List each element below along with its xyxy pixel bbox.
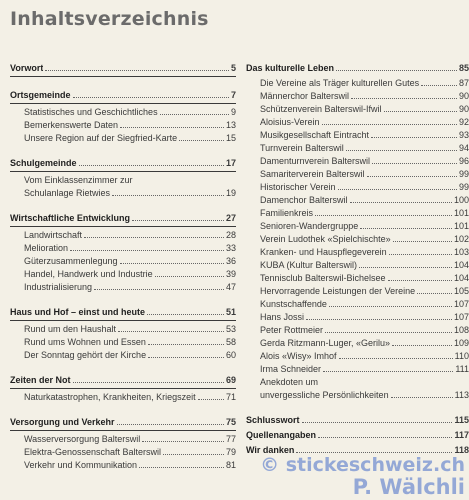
toc-entry-label: Hans Jossi bbox=[260, 312, 305, 322]
dot-leader bbox=[384, 104, 457, 112]
dot-leader bbox=[117, 417, 224, 425]
dot-leader bbox=[179, 133, 224, 141]
dot-leader bbox=[160, 107, 229, 115]
toc-entry-label: Quellenangaben bbox=[246, 430, 317, 440]
page-number: 75 bbox=[225, 417, 236, 427]
toc-entry-label: Männerchor Balterswil bbox=[260, 91, 350, 101]
page-number: 7 bbox=[230, 90, 236, 100]
toc-entry-label: Anekdoten um bbox=[260, 377, 319, 387]
dot-leader bbox=[360, 221, 452, 229]
dot-leader bbox=[391, 390, 453, 398]
section-heading bbox=[10, 212, 236, 227]
dot-leader bbox=[302, 415, 453, 423]
toc-section bbox=[10, 212, 236, 294]
dot-leader bbox=[346, 143, 457, 151]
dot-leader bbox=[351, 91, 457, 99]
toc-entry bbox=[246, 324, 469, 337]
dot-leader bbox=[45, 63, 229, 71]
toc-entry bbox=[246, 142, 469, 155]
toc-entry bbox=[246, 181, 469, 194]
dot-leader bbox=[421, 78, 457, 86]
page-number: 92 bbox=[458, 117, 469, 127]
toc-entry bbox=[10, 242, 236, 255]
toc-entry bbox=[10, 336, 236, 349]
page-number: 13 bbox=[225, 120, 236, 130]
toc-entry bbox=[246, 363, 469, 376]
page-number: 28 bbox=[225, 230, 236, 240]
toc-entry-label: Turnverein Balterswil bbox=[260, 143, 344, 153]
toc-entry-label: Wasserversorgung Balterswil bbox=[24, 434, 141, 444]
toc-entry-label: Elektra-Genossenschaft Balterswil bbox=[24, 447, 162, 457]
dot-leader bbox=[79, 158, 224, 166]
toc-entry-label: Rund um den Haushalt bbox=[24, 324, 117, 334]
dot-leader bbox=[338, 182, 457, 190]
toc-entry-label: Gerda Ritzmann-Luger, «Gerilu» bbox=[260, 338, 391, 348]
toc-section bbox=[10, 157, 236, 200]
page-number: 107 bbox=[453, 299, 469, 309]
toc-entry-label: Damenturnverein Balterswil bbox=[260, 156, 371, 166]
dot-leader bbox=[339, 351, 453, 359]
page-title: Inhaltsverzeichnis bbox=[10, 8, 209, 30]
toc-entry-label: Alois «Wisy» Imhof bbox=[260, 351, 337, 361]
toc-entry-label: Senioren-Wandergruppe bbox=[260, 221, 359, 231]
toc-section bbox=[10, 62, 236, 77]
toc-entry-label: Ortsgemeinde bbox=[10, 90, 71, 100]
toc-entry-label: Wir danken bbox=[246, 445, 295, 455]
toc-entry bbox=[10, 255, 236, 268]
toc-entry bbox=[246, 350, 469, 363]
toc-entry-label: Versorgung und Verkehr bbox=[10, 417, 115, 427]
toc-entry-label: Musikgesellschaft Eintracht bbox=[260, 130, 370, 140]
toc-entry bbox=[10, 349, 236, 362]
dot-leader bbox=[139, 460, 224, 468]
toc-entry-label: Güterzusammenlegung bbox=[24, 256, 118, 266]
toc-section bbox=[10, 374, 236, 404]
page-number: 101 bbox=[453, 221, 469, 231]
toc-entry bbox=[10, 268, 236, 281]
page-number: 103 bbox=[453, 247, 469, 257]
dot-leader bbox=[392, 338, 452, 346]
section-heading bbox=[10, 157, 236, 172]
dot-leader bbox=[84, 230, 224, 238]
page-number: 5 bbox=[230, 63, 236, 73]
dot-leader bbox=[306, 312, 452, 320]
toc-entry bbox=[10, 119, 236, 132]
toc-entry-label: Peter Rottmeier bbox=[260, 325, 324, 335]
toc-entry bbox=[10, 459, 236, 472]
dot-leader bbox=[336, 63, 457, 71]
page-number: 110 bbox=[454, 351, 469, 361]
toc-entry-label: Wirtschaftliche Entwicklung bbox=[10, 213, 130, 223]
dot-leader bbox=[148, 337, 224, 345]
toc-entry-label: Schützenverein Balterswil-Ifwil bbox=[260, 104, 382, 114]
toc-entry-label: Hervorragende Leistungen der Vereine bbox=[260, 286, 416, 296]
page-number: 101 bbox=[453, 208, 469, 218]
page-number: 90 bbox=[458, 91, 469, 101]
toc-entry-label: Vorwort bbox=[10, 63, 44, 73]
toc-entry bbox=[10, 281, 236, 294]
page-number: 93 bbox=[458, 130, 469, 140]
dot-leader bbox=[147, 307, 224, 315]
dot-leader bbox=[325, 325, 452, 333]
dot-leader bbox=[393, 234, 452, 242]
toc-entry-label: KUBA (Kultur Balterswil) bbox=[260, 260, 358, 270]
toc-entry bbox=[246, 233, 469, 246]
toc-section bbox=[10, 416, 236, 472]
toc-entry bbox=[10, 229, 236, 242]
toc-entry-label: Handel, Handwerk und Industrie bbox=[24, 269, 153, 279]
toc-entry bbox=[246, 103, 469, 116]
page-number: 99 bbox=[458, 169, 469, 179]
toc-entry bbox=[10, 132, 236, 145]
dot-leader bbox=[120, 256, 224, 264]
page-number: 27 bbox=[225, 213, 236, 223]
toc-entry bbox=[10, 433, 236, 446]
page-number: 111 bbox=[455, 364, 469, 374]
dot-leader bbox=[198, 392, 224, 400]
page-number: 104 bbox=[453, 273, 469, 283]
toc-entry bbox=[246, 77, 469, 90]
toc-entry-label: Vom Einklassenzimmer zur bbox=[24, 175, 133, 185]
toc-section bbox=[246, 429, 469, 443]
page-number: 9 bbox=[230, 107, 236, 117]
toc-left-column bbox=[10, 62, 236, 484]
dot-leader bbox=[142, 434, 224, 442]
toc-entry-label: Die Vereine als Träger kulturellen Gutes bbox=[260, 78, 420, 88]
page-number: 19 bbox=[225, 188, 236, 198]
section-heading bbox=[10, 416, 236, 431]
toc-entry bbox=[246, 194, 469, 207]
section-heading bbox=[246, 414, 469, 428]
toc-entry bbox=[246, 155, 469, 168]
dot-leader bbox=[296, 445, 452, 453]
toc-entry-label: Samariterverein Balterswil bbox=[260, 169, 365, 179]
section-heading bbox=[10, 89, 236, 104]
toc-entry-label: Schlusswort bbox=[246, 415, 300, 425]
toc-entry-label: Unsere Region auf der Siegfried-Karte bbox=[24, 133, 178, 143]
page-number: 105 bbox=[453, 286, 469, 296]
toc-entry-label: Zeiten der Not bbox=[10, 375, 71, 385]
dot-leader bbox=[70, 243, 224, 251]
dot-leader bbox=[367, 169, 457, 177]
dot-leader bbox=[148, 350, 224, 358]
dot-leader bbox=[389, 247, 452, 255]
dot-leader bbox=[388, 273, 452, 281]
page-number: 33 bbox=[225, 243, 236, 253]
toc-entry-label: Damenchor Balterswil bbox=[260, 195, 348, 205]
dot-leader bbox=[315, 208, 452, 216]
page-number: 96 bbox=[458, 156, 469, 166]
dot-leader bbox=[112, 188, 224, 196]
page-number: 85 bbox=[458, 63, 469, 73]
dot-leader bbox=[323, 364, 453, 372]
page-number: 102 bbox=[453, 234, 469, 244]
dot-leader bbox=[73, 375, 224, 383]
toc-section bbox=[10, 306, 236, 362]
dot-leader bbox=[163, 447, 224, 455]
toc-entry bbox=[246, 129, 469, 142]
toc-entry bbox=[10, 391, 236, 404]
page-number: 71 bbox=[225, 392, 236, 402]
toc-entry bbox=[246, 207, 469, 220]
toc-entry-label: Der Sonntag gehört der Kirche bbox=[24, 350, 147, 360]
page-number: 81 bbox=[225, 460, 236, 470]
toc-entry-label: Schulgemeinde bbox=[10, 158, 77, 168]
toc-entry bbox=[246, 272, 469, 285]
toc-entry-label: Bemerkenswerte Daten bbox=[24, 120, 119, 130]
toc-entry bbox=[246, 90, 469, 103]
page-number: 15 bbox=[225, 133, 236, 143]
toc-entry-label: Historischer Verein bbox=[260, 182, 336, 192]
toc-entry bbox=[246, 246, 469, 259]
page-number: 113 bbox=[454, 390, 469, 400]
page-number: 99 bbox=[458, 182, 469, 192]
toc-entry-label: Landwirtschaft bbox=[24, 230, 83, 240]
page-number: 77 bbox=[225, 434, 236, 444]
dot-leader bbox=[120, 120, 224, 128]
dot-leader bbox=[372, 156, 457, 164]
section-heading bbox=[246, 429, 469, 443]
toc-entry bbox=[10, 323, 236, 336]
page-number: 118 bbox=[454, 445, 469, 455]
dot-leader bbox=[322, 117, 457, 125]
page-number: 117 bbox=[454, 430, 469, 440]
page-number: 109 bbox=[453, 338, 469, 348]
toc-entry bbox=[246, 116, 469, 129]
toc-entry bbox=[10, 446, 236, 459]
dot-leader bbox=[371, 130, 457, 138]
toc-entry-label: Rund ums Wohnen und Essen bbox=[24, 337, 146, 347]
section-heading bbox=[10, 306, 236, 321]
toc-entry-label: Haus und Hof – einst und heute bbox=[10, 307, 146, 317]
watermark-site: © stickeschweiz.ch bbox=[260, 454, 465, 476]
page-number: 87 bbox=[458, 78, 469, 88]
toc-entry-label: Melioration bbox=[24, 243, 69, 253]
toc-entry bbox=[246, 168, 469, 181]
page-number: 104 bbox=[453, 260, 469, 270]
page-number: 51 bbox=[225, 307, 236, 317]
section-heading bbox=[10, 62, 236, 77]
page-number: 36 bbox=[225, 256, 236, 266]
watermark-author: P. Wälchli bbox=[352, 475, 465, 499]
page-number: 108 bbox=[453, 325, 469, 335]
section-heading bbox=[246, 62, 469, 76]
page-number: 17 bbox=[225, 158, 236, 168]
dot-leader bbox=[155, 269, 224, 277]
toc-entry bbox=[246, 220, 469, 233]
toc-entry-label: Kranken- und Hauspflegeverein bbox=[260, 247, 387, 257]
toc-entry bbox=[246, 389, 469, 402]
page-number: 94 bbox=[458, 143, 469, 153]
toc-section bbox=[246, 414, 469, 428]
dot-leader bbox=[318, 430, 452, 438]
toc-entry-label: unvergessliche Persönlichkeiten bbox=[260, 390, 389, 400]
page-number: 53 bbox=[225, 324, 236, 334]
page-number: 47 bbox=[225, 282, 236, 292]
page-number: 79 bbox=[225, 447, 236, 457]
page-number: 39 bbox=[225, 269, 236, 279]
toc-entry-label: Verkehr und Kommunikation bbox=[24, 460, 138, 470]
toc-right-column bbox=[246, 62, 469, 459]
section-heading bbox=[10, 374, 236, 389]
page-number: 60 bbox=[225, 350, 236, 360]
dot-leader bbox=[359, 260, 452, 268]
toc-entry-label: Irma Schneider bbox=[260, 364, 322, 374]
page-number: 100 bbox=[453, 195, 469, 205]
dot-leader bbox=[73, 90, 229, 98]
toc-entry bbox=[246, 285, 469, 298]
page-number: 115 bbox=[454, 415, 469, 425]
toc-entry-label: Das kulturelle Leben bbox=[246, 63, 335, 73]
page-number: 69 bbox=[225, 375, 236, 385]
dot-leader bbox=[329, 299, 452, 307]
toc-entry bbox=[246, 259, 469, 272]
page-number: 58 bbox=[225, 337, 236, 347]
toc-entry-label: Industrialisierung bbox=[24, 282, 93, 292]
toc-entry bbox=[246, 337, 469, 350]
dot-leader bbox=[350, 195, 452, 203]
dot-leader bbox=[132, 213, 224, 221]
dot-leader bbox=[94, 282, 224, 290]
watermark bbox=[260, 454, 465, 498]
page-number: 90 bbox=[458, 104, 469, 114]
toc-entry-label: Aloisius-Verein bbox=[260, 117, 320, 127]
toc-entry bbox=[246, 298, 469, 311]
toc-entry bbox=[10, 106, 236, 119]
toc-entry-label: Verein Ludothek «Spielchischte» bbox=[260, 234, 391, 244]
toc-entry bbox=[10, 187, 236, 200]
toc-entry-label: Familienkreis bbox=[260, 208, 314, 218]
toc-entry-label: Statistisches und Geschichtliches bbox=[24, 107, 158, 117]
dot-leader bbox=[118, 324, 224, 332]
toc-section bbox=[10, 89, 236, 145]
toc-entry-label: Kunstschaffende bbox=[260, 299, 327, 309]
toc-entry-label: Schulanlage Rietwies bbox=[24, 188, 111, 198]
dot-leader bbox=[417, 286, 452, 294]
toc-section bbox=[246, 62, 469, 402]
toc-entry-label: Tennisclub Balterswil-Bichelsee bbox=[260, 273, 386, 283]
toc-entry-label: Naturkatastrophen, Krankheiten, Kriegszeit bbox=[24, 392, 196, 402]
page-number: 107 bbox=[453, 312, 469, 322]
toc-entry bbox=[246, 311, 469, 324]
